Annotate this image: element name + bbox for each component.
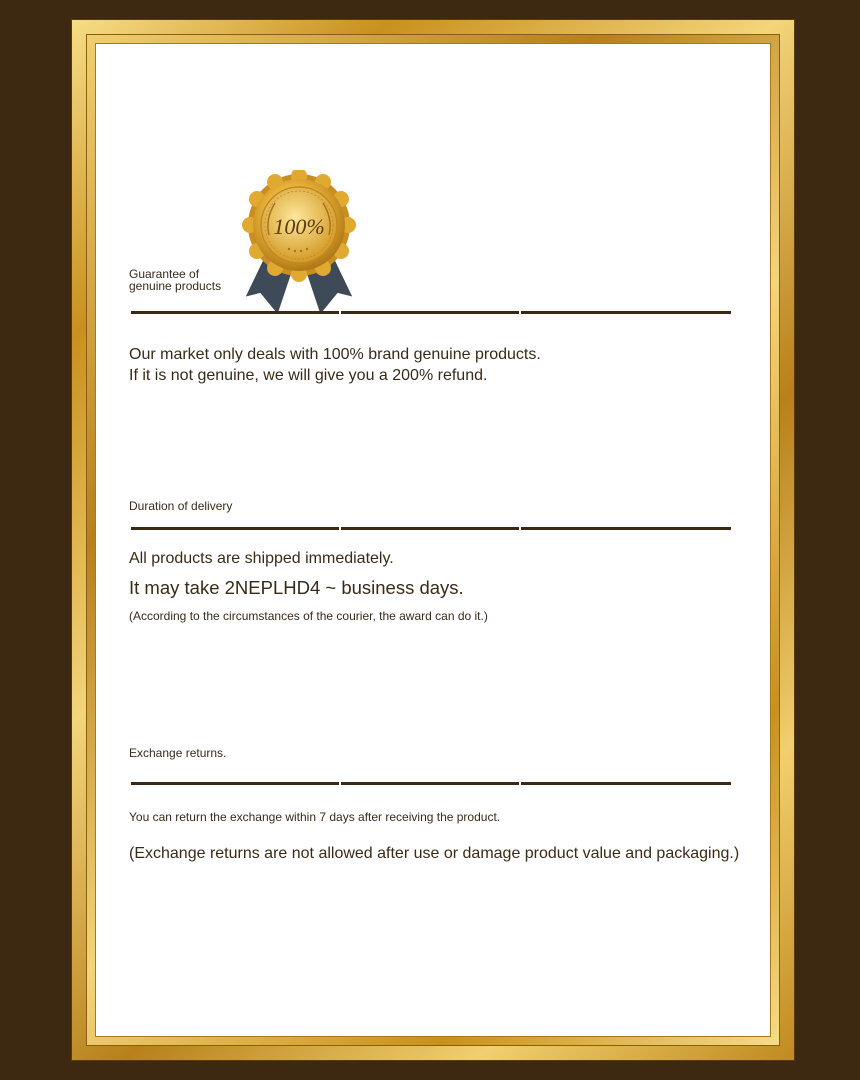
seal-text: 100% xyxy=(273,214,325,239)
section-divider xyxy=(131,311,731,314)
delivery-line-1: All products are shipped immediately. xyxy=(129,550,394,567)
delivery-note: (According to the circumstances of the courier, the award can do it.) xyxy=(129,609,488,623)
guarantee-line-2: If it is not genuine, we will give you a 200% refund. xyxy=(129,367,488,384)
section-title-exchange: Exchange returns. xyxy=(129,746,227,760)
exchange-line-1: You can return the exchange within 7 days after receiving the product. xyxy=(129,810,501,824)
section-title-delivery: Duration of delivery xyxy=(129,499,233,513)
gold-frame xyxy=(72,20,794,1060)
section-title-guarantee: Guarantee of genuine products xyxy=(129,267,222,293)
exchange-line-2: (Exchange returns are not allowed after use or damage product value and packaging.) xyxy=(129,845,740,862)
section-divider xyxy=(131,527,731,530)
seal-100-percent-icon xyxy=(238,170,360,320)
guarantee-line-1: Our market only deals with 100% brand genuine products. xyxy=(129,346,541,363)
section-divider xyxy=(131,782,731,785)
delivery-line-2: It may take 2NEPLHD4 ~ business days. xyxy=(129,577,464,598)
certificate-paper xyxy=(96,44,770,1036)
gold-frame-inner xyxy=(86,34,780,1046)
